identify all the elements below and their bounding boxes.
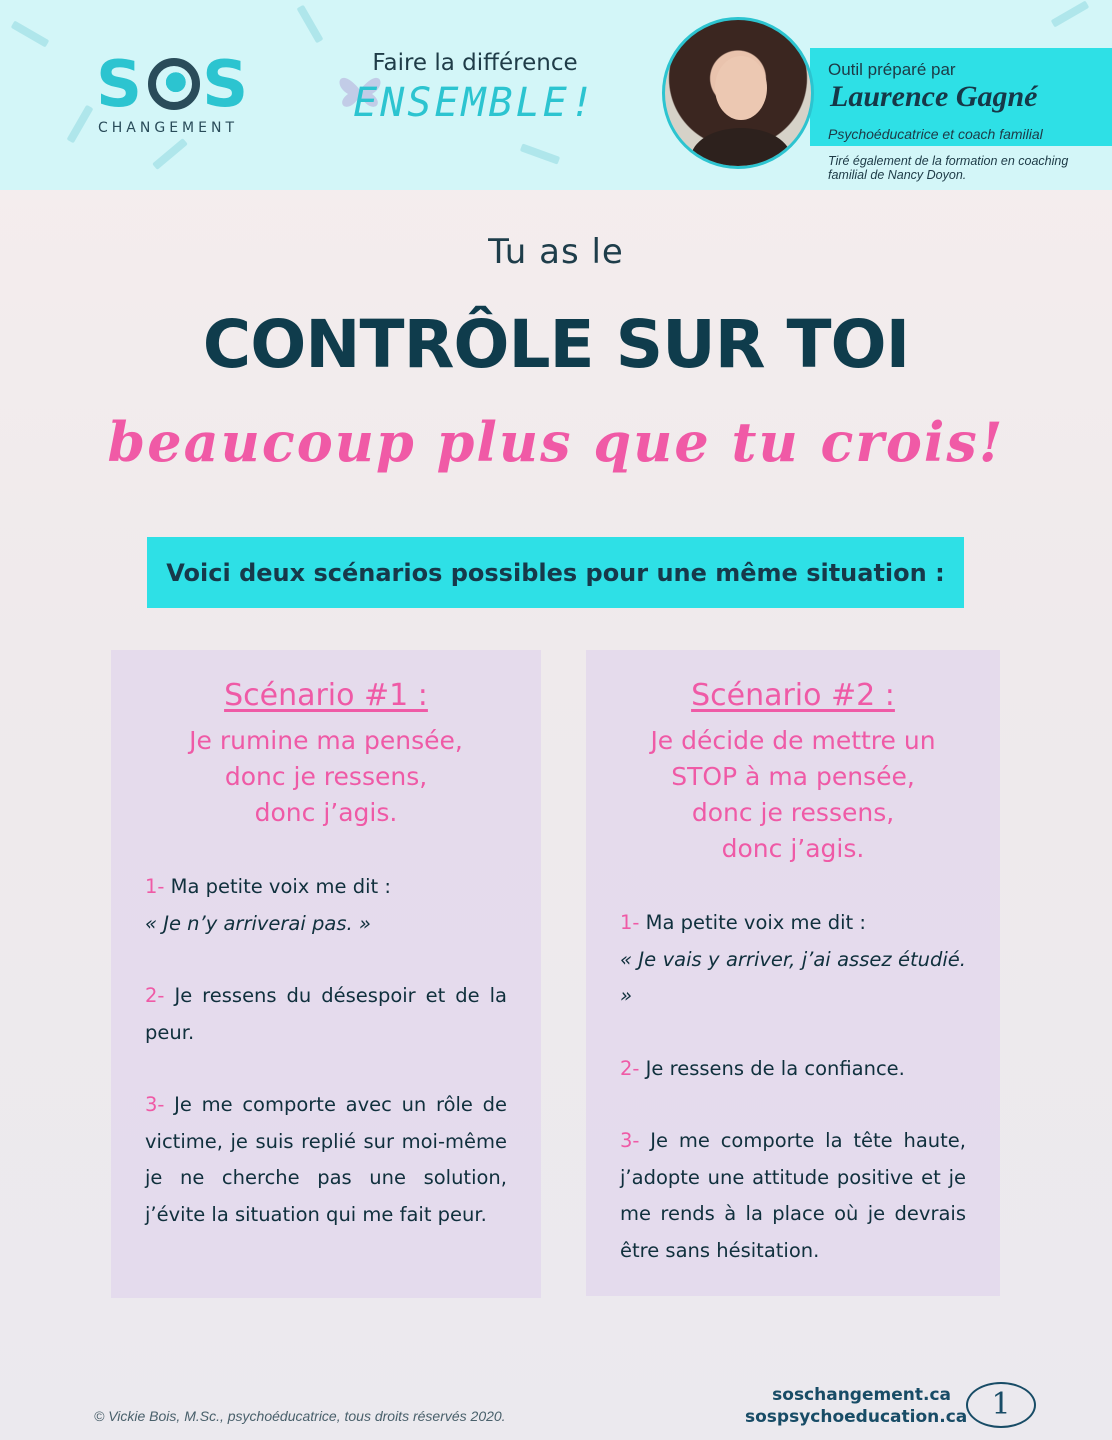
scenario-lead: Je rumine ma pensée, donc je ressens, donc j’agis. — [189, 726, 463, 827]
scenario-card-1 — [111, 650, 541, 1298]
scenario-item: 2- Je ressens du désespoir et de la peur. — [145, 984, 507, 1044]
copyright: © Vickie Bois, M.Sc., psychoéducatrice, tous droits réservés 2020. — [94, 1408, 506, 1424]
scenario-item: 3- Je me comporte avec un rôle de victime, je suis replié sur moi-même je ne cherche pas une solution, j’évite la situation qui me fait peur. — [145, 1093, 508, 1226]
tagline-line2: ENSEMBLE! — [353, 80, 597, 126]
author-photo — [662, 17, 814, 169]
website-links — [745, 1384, 968, 1428]
tagline-line1: Faire la différence — [372, 50, 578, 76]
title-line3: beaucoup plus que tu crois! — [107, 410, 1005, 474]
scenario-lead: Je décide de mettre un STOP à ma pensée, donc je ressens, donc j’agis. — [650, 726, 936, 863]
header — [0, 0, 1112, 190]
page-number: 1 — [966, 1382, 1036, 1428]
author-note: Tiré également de la formation en coaching familial de Nancy Doyon. — [828, 154, 1069, 182]
sos-logo: S S CHANGEMENT — [96, 50, 276, 145]
scenario-item: 2- Je ressens de la confiance. — [620, 1056, 905, 1080]
site-link-soschangement[interactable]: soschangement.ca — [772, 1385, 951, 1405]
scenario-item: 1- Ma petite voix me dit : « Je n’y arriverai pas. » — [145, 875, 391, 935]
author-role: Psychoéducatrice et coach familial — [828, 126, 1043, 142]
logo-subtitle: CHANGEMENT — [98, 120, 238, 136]
butterfly-logo-icon — [148, 58, 200, 110]
title-line2: CONTRÔLE SUR TOI — [202, 306, 910, 383]
site-link-sospsychoeducation[interactable]: sospsychoeducation.ca — [745, 1407, 968, 1427]
scenario-heading: Scénario #2 : — [691, 678, 895, 713]
author-prefix: Outil préparé par — [828, 60, 956, 79]
scenario-card-2 — [586, 650, 1000, 1296]
scenario-item: 1- Ma petite voix me dit : « Je vais y arriver, j’ai assez étudié. » — [620, 911, 966, 1007]
author-name: Laurence Gagné — [830, 80, 1038, 113]
scenario-banner: Voici deux scénarios possibles pour une même situation : — [147, 537, 964, 608]
tagline — [330, 50, 620, 126]
scenario-heading: Scénario #1 : — [224, 678, 428, 713]
scenario-item: 3- Je me comporte la tête haute, j’adopte une attitude positive et je me rends à la place où je devrais être sans hésitation. — [620, 1129, 966, 1262]
title-line1: Tu as le — [488, 232, 624, 272]
